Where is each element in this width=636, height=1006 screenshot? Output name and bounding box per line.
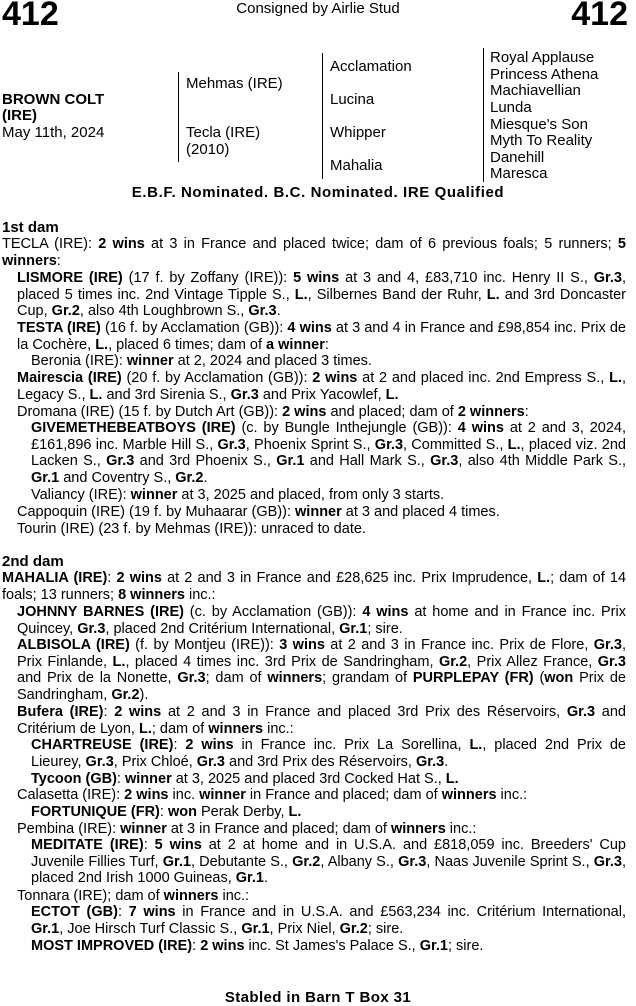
first-dam-entry: TECLA (IRE): 2 wins at 3 in France and placed twice; dam of 6 previous foals; 5 runners; 5 winners:	[2, 236, 626, 269]
second-dam-entry: Calasetta (IRE): 2 wins inc. winner in France and placed; dam of winners inc.:	[17, 787, 528, 803]
first-dam-entry: TESTA (IRE) (16 f. by Acclamation (GB)): 4 wins at 3 and 4 in France and £98,854 inc. Prix de la Cochère, L., placed 6 times; dam of a winner:	[17, 320, 626, 353]
pedigree-line-2	[322, 53, 323, 179]
ancestor-4: Lunda	[490, 99, 532, 116]
first-dam-entry: Tourin (IRE) (23 f. by Mehmas (IRE)): unraced to date.	[17, 521, 366, 537]
second-dam-entry: JOHNNY BARNES (IRE) (c. by Acclamation (GB)): 4 wins at home and in France inc. Prix Quincey, Gr.3, placed 2nd Critérium International, Gr.1; sire.	[17, 604, 626, 637]
sire: Mehmas (IRE)	[186, 75, 283, 92]
pedigree-line-3	[483, 48, 484, 182]
dam-year: (2010)	[186, 141, 230, 158]
stabling-info: Stabled in Barn T Box 31	[224, 989, 412, 1006]
first-dam-entry: LISMORE (IRE) (17 f. by Zoffany (IRE)): 5 wins at 3 and 4, £83,710 inc. Henry II S., Gr.3, placed 5 times inc. 2nd Vintage Tipple S., L., Silbernes Band der Ruhr, L. and 3rd Doncaster Cup, Gr.2, also 4th Loughbrown S., Gr.3.	[17, 270, 627, 320]
sire-sire: Acclamation	[330, 58, 412, 75]
ancestor-8: Maresca	[490, 165, 548, 182]
pedigree-line-1	[178, 72, 179, 162]
first-dam-entry: Valiancy (IRE): winner at 3, 2025 and placed, from only 3 starts.	[31, 487, 445, 503]
ancestor-7: Danehill	[490, 149, 545, 166]
ancestor-6: Myth To Reality	[490, 132, 593, 149]
first-dam-entry: Mairescia (IRE) (20 f. by Acclamation (GB)): 2 wins at 2 and placed inc. 2nd Empress S., L., Legacy S., L. and 3rd Sirenia S., Gr.3 and Prix Yacowlef, L.	[17, 370, 626, 403]
second-dam-entry: Tycoon (GB): winner at 3, 2025 and placed 3rd Cocked Hat S., L.	[31, 771, 459, 787]
sire-dam: Lucina	[330, 91, 375, 108]
lot-number-right: 412	[571, 0, 628, 33]
first-dam-heading: 1st dam	[2, 219, 59, 236]
consignor: Consigned by Airlie Stud	[236, 0, 400, 17]
second-dam-entry: MOST IMPROVED (IRE): 2 wins inc. St James's Palace S., Gr.1; sire.	[31, 938, 484, 954]
second-dam-entry: Bufera (IRE): 2 wins at 2 and 3 in France and placed 3rd Prix des Réservoirs, Gr.3 and Critérium de Lyon, L.; dam of winners inc.:	[17, 704, 626, 737]
second-dam-entry: Pembina (IRE): winner at 3 in France and placed; dam of winners inc.:	[17, 821, 477, 837]
dam-sire: Whipper	[330, 124, 386, 141]
first-dam-entry: GIVEMETHEBEATBOYS (IRE) (c. by Bungle Inthejungle (GB)): 4 wins at 2 and 3, 2024, £161,896 inc. Marble Hill S., Gr.3, Phoenix Sprint S., Gr.3, Committed S., L., placed viz. 2nd Lacken S., Gr.3 and 3rd Phoenix S., Gr.1 and Hall Mark S., Gr.3, also 4th Middle Park S., Gr.1 and Coventry S., Gr.2.	[31, 420, 627, 487]
first-dam-entry: Beronia (IRE): winner at 2, 2024 and placed 3 times.	[31, 353, 372, 369]
nominations: E.B.F. Nominated. B.C. Nominated. IRE Qualified	[131, 184, 505, 201]
ancestor-2: Princess Athena	[490, 66, 599, 83]
second-dam-entry: FORTUNIQUE (FR): won Perak Derby, L.	[31, 804, 302, 820]
second-dam-entry: MEDITATE (IRE): 5 wins at 2 at home and in U.S.A. and £818,059 inc. Breeders' Cup Juvenile Fillies Turf, Gr.1, Debutante S., Gr.2, Albany S., Gr.3, Naas Juvenile Sprint S., Gr.3, placed 2nd Irish 1000 Guineas, Gr.1.	[31, 837, 626, 887]
second-dam-entry: MAHALIA (IRE): 2 wins at 2 and 3 in France and £28,625 inc. Prix Imprudence, L.; dam of 14 foals; 13 runners; 8 winners inc.:	[2, 570, 627, 603]
second-dam-entry: ECTOT (GB): 7 wins in France and in U.S.A. and £563,234 inc. Critérium International, Gr.1, Joe Hirsch Turf Classic S., Gr.1, Prix Niel, Gr.2; sire.	[31, 904, 626, 937]
second-dam-heading: 2nd dam	[2, 553, 64, 570]
lot-number-left: 412	[2, 0, 59, 33]
first-dam-entry: Cappoquin (IRE) (19 f. by Muhaarar (GB)): winner at 3 and placed 4 times.	[17, 504, 500, 520]
horse-country: (IRE)	[2, 107, 37, 124]
ancestor-5: Miesque's Son	[490, 116, 588, 133]
ancestor-3: Machiavellian	[490, 82, 581, 99]
ancestor-1: Royal Applause	[490, 49, 595, 66]
second-dam-entry: ALBISOLA (IRE) (f. by Montjeu (IRE)): 3 wins at 2 and 3 in France inc. Prix de Flore, Gr.3, Prix Finlande, L., placed 4 times inc. 3rd Prix de Sandringham, Gr.2, Prix Allez France, Gr.3 and Prix de la Nonette, Gr.3; dam of winners; grandam of PURPLEPAY (FR) (won Prix de Sandringham, Gr.2).	[17, 637, 626, 704]
horse-description: BROWN COLT	[2, 91, 105, 108]
second-dam-entry: CHARTREUSE (IRE): 2 wins in France inc. Prix La Sorellina, L., placed 2nd Prix de Lieurey, Gr.3, Prix Chloé, Gr.3 and 3rd Prix des Réservoirs, Gr.3.	[31, 737, 626, 770]
dam-dam: Mahalia	[330, 157, 383, 174]
first-dam-entry: Dromana (IRE) (15 f. by Dutch Art (GB)): 2 wins and placed; dam of 2 winners:	[17, 404, 529, 420]
dam: Tecla (IRE)	[186, 124, 261, 141]
second-dam-entry: Tonnara (IRE); dam of winners inc.:	[17, 888, 250, 904]
foaling-date: May 11th, 2024	[2, 124, 105, 141]
